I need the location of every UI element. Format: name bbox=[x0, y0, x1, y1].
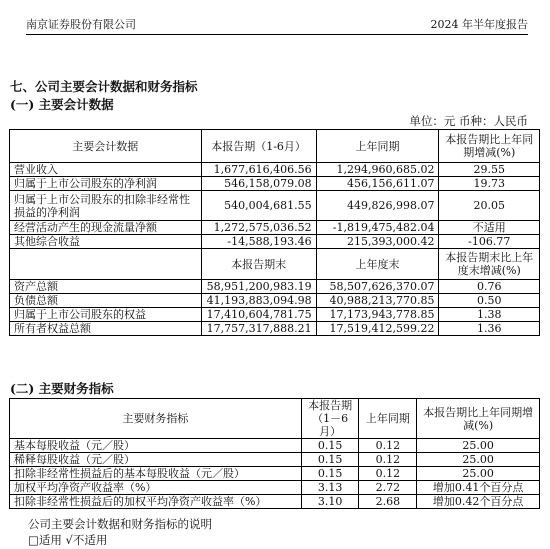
table-row bbox=[10, 235, 540, 249]
cell: 3.10 bbox=[301, 495, 359, 509]
cell: 增加0.41个百分点 bbox=[417, 481, 540, 495]
table-row bbox=[10, 322, 540, 336]
cell: 资产总额 bbox=[10, 280, 202, 294]
header-cell: 本报告期比上年同期增减(%) bbox=[417, 399, 540, 439]
table-row bbox=[10, 467, 540, 481]
cell: 其他综合收益 bbox=[10, 235, 202, 249]
cell: 25.00 bbox=[417, 453, 540, 467]
cell: 2.72 bbox=[359, 481, 417, 495]
table-header-row bbox=[10, 130, 540, 163]
header-cell bbox=[10, 249, 202, 280]
cell: 归属于上市公司股东的净利润 bbox=[10, 177, 202, 191]
cell: 0.12 bbox=[359, 467, 417, 481]
table-row bbox=[10, 221, 540, 235]
cell: 0.76 bbox=[439, 280, 540, 294]
cell: 1.36 bbox=[439, 322, 540, 336]
cell: -14,588,193.46 bbox=[201, 235, 316, 249]
header-cell: 上年度末 bbox=[316, 249, 439, 280]
cell: 所有者权益总额 bbox=[10, 322, 202, 336]
cell: 540,004,681.55 bbox=[201, 191, 316, 221]
header-cell: 本报告期末比上年度末增减(%) bbox=[439, 249, 540, 280]
cell: 2.68 bbox=[359, 495, 417, 509]
cell: 449,826,998.07 bbox=[316, 191, 439, 221]
cell: 0.12 bbox=[359, 439, 417, 453]
subsection-title-indicators: (二) 主要财务指标 bbox=[10, 381, 114, 396]
cell: 19.73 bbox=[439, 177, 540, 191]
cell: 546,158,079.08 bbox=[201, 177, 316, 191]
table-row bbox=[10, 177, 540, 191]
section-title: 七、公司主要会计数据和财务指标 bbox=[10, 79, 198, 94]
cell: 扣除非经常性损益后的加权平均净资产收益率（%） bbox=[10, 495, 302, 509]
cell: 0.15 bbox=[301, 467, 359, 481]
cell: 456,156,611.07 bbox=[316, 177, 439, 191]
table-row bbox=[10, 308, 540, 322]
cell: 营业收入 bbox=[10, 163, 202, 177]
cell: 归属于上市公司股东的扣除非经常性损益的净利润 bbox=[10, 191, 202, 221]
cell: 20.05 bbox=[439, 191, 540, 221]
cell: 1,677,616,406.56 bbox=[201, 163, 316, 177]
cell: 25.00 bbox=[417, 439, 540, 453]
table-row bbox=[10, 453, 540, 467]
cell: 基本每股收益（元／股） bbox=[10, 439, 302, 453]
cell: 加权平均净资产收益率（%） bbox=[10, 481, 302, 495]
cell: 215,393,000.42 bbox=[316, 235, 439, 249]
subsection-title-accounting: (一) 主要会计数据 bbox=[10, 97, 114, 112]
page-header bbox=[26, 0, 528, 35]
footnote-title: 公司主要会计数据和财务指标的说明 bbox=[28, 517, 212, 531]
table-header-row bbox=[10, 249, 540, 280]
header-cell: 本报告期末 bbox=[201, 249, 316, 280]
header-cell: 上年同期 bbox=[359, 399, 417, 439]
cell: 0.12 bbox=[359, 453, 417, 467]
table-row bbox=[10, 294, 540, 308]
header-cell: 主要会计数据 bbox=[10, 130, 202, 163]
cell: 0.50 bbox=[439, 294, 540, 308]
table-row bbox=[10, 481, 540, 495]
cell: 17,173,943,778.85 bbox=[316, 308, 439, 322]
header-cell: 本报告期（1-6月） bbox=[201, 130, 316, 163]
company-name: 南京证券股份有限公司 bbox=[26, 18, 136, 31]
cell: 17,757,317,888.21 bbox=[201, 322, 316, 336]
report-name: 2024 年半年度报告 bbox=[430, 18, 528, 31]
cell: 扣除非经常性损益后的基本每股收益（元／股） bbox=[10, 467, 302, 481]
unit-line: 单位：元 币种：人民币 bbox=[409, 114, 528, 128]
cell: -106.77 bbox=[439, 235, 540, 249]
table-row bbox=[10, 495, 540, 509]
cell: 1.38 bbox=[439, 308, 540, 322]
cell: 0.15 bbox=[301, 439, 359, 453]
table-row bbox=[10, 280, 540, 294]
cell: 58,507,626,370.07 bbox=[316, 280, 439, 294]
cell: -1,819,475,482.04 bbox=[316, 221, 439, 235]
table-row bbox=[10, 439, 540, 453]
header-cell: 本报告期（1－6月） bbox=[301, 399, 359, 439]
applicability-checkbox-line: □适用 √不适用 bbox=[28, 533, 108, 547]
cell: 增加0.42个百分点 bbox=[417, 495, 540, 509]
cell: 40,988,213,770.85 bbox=[316, 294, 439, 308]
cell: 1,272,575,036.52 bbox=[201, 221, 316, 235]
cell: 归属于上市公司股东的权益 bbox=[10, 308, 202, 322]
cell: 41,193,883,094.98 bbox=[201, 294, 316, 308]
accounting-data-table bbox=[9, 129, 540, 336]
cell: 58,951,200,983.19 bbox=[201, 280, 316, 294]
cell: 1,294,960,685.02 bbox=[316, 163, 439, 177]
cell: 负债总额 bbox=[10, 294, 202, 308]
cell: 17,519,412,599.22 bbox=[316, 322, 439, 336]
header-cell: 主要财务指标 bbox=[10, 399, 302, 439]
cell: 29.55 bbox=[439, 163, 540, 177]
cell: 17,410,604,781.75 bbox=[201, 308, 316, 322]
cell: 不适用 bbox=[439, 221, 540, 235]
financial-indicators-table bbox=[9, 398, 540, 509]
table-header-row bbox=[10, 399, 540, 439]
cell: 经营活动产生的现金流量净额 bbox=[10, 221, 202, 235]
table-row bbox=[10, 191, 540, 221]
table-row bbox=[10, 163, 540, 177]
cell: 稀释每股收益（元／股） bbox=[10, 453, 302, 467]
cell: 3.13 bbox=[301, 481, 359, 495]
header-cell: 本报告期比上年同期增减(%) bbox=[439, 130, 540, 163]
cell: 25.00 bbox=[417, 467, 540, 481]
header-cell: 上年同期 bbox=[316, 130, 439, 163]
cell: 0.15 bbox=[301, 453, 359, 467]
